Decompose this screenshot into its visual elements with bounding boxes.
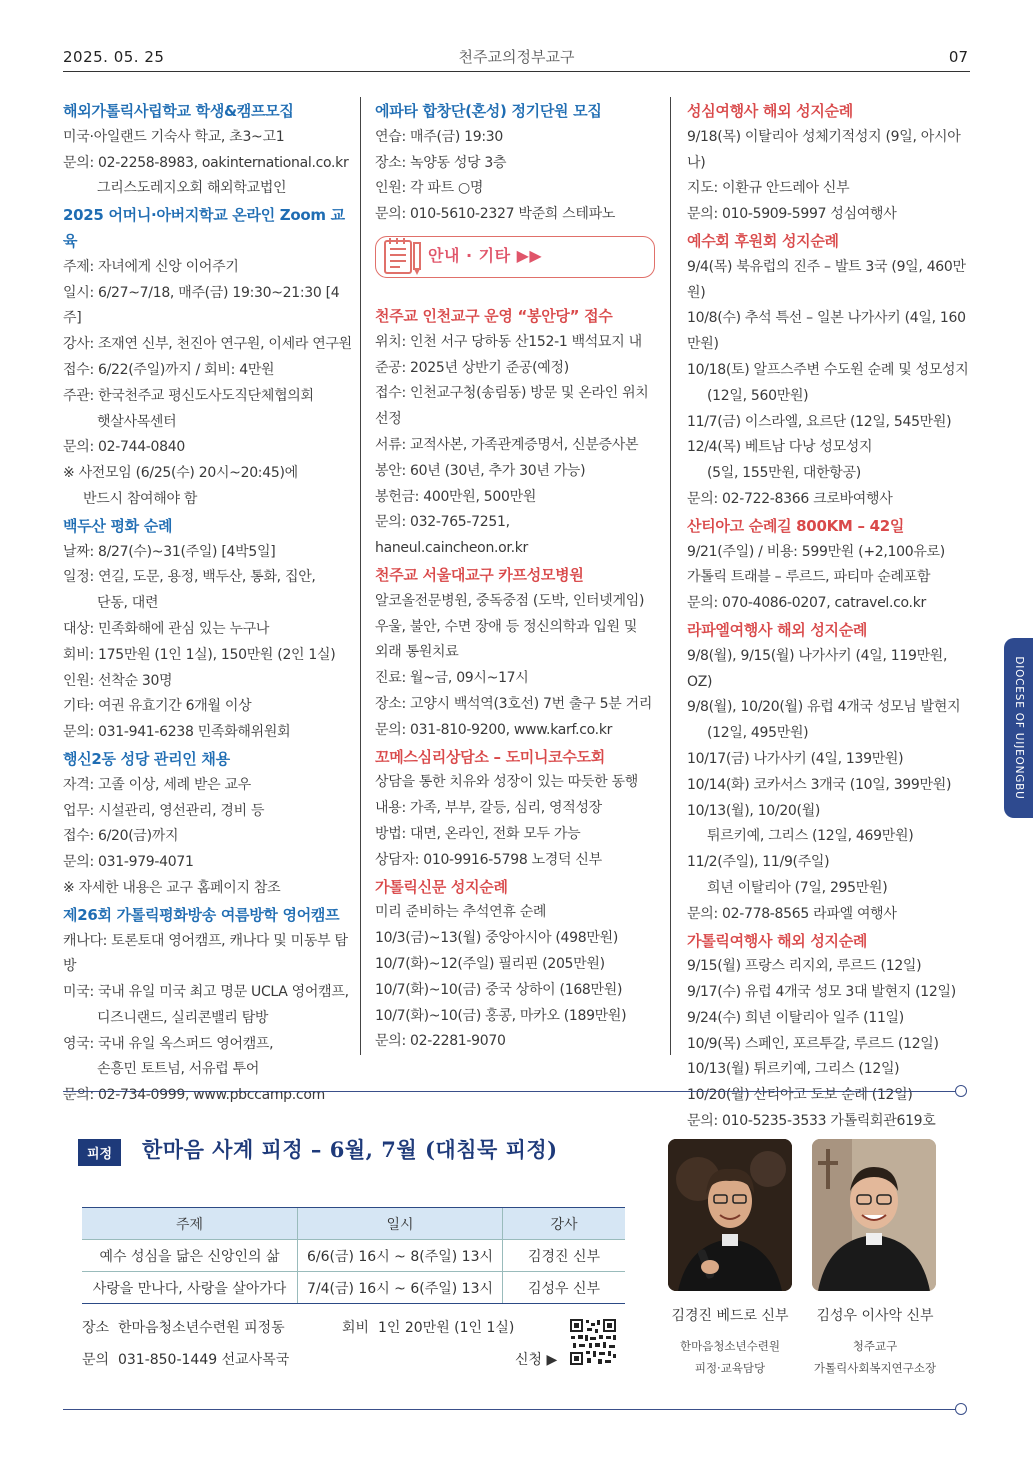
section-line: 위치: 인천 서구 당하동 산152-1 백석묘지 내: [375, 333, 642, 350]
table-row: [82, 1272, 625, 1304]
section-line: 10/7(화)~12(주일) 필리핀 (205만원): [375, 955, 605, 972]
section-line: 10/13(월), 10/20(월): [687, 802, 821, 819]
section-line: 접수: 인천교구청(송림동) 방문 및 온라인 위치 선정: [375, 385, 649, 428]
table-header: 주제: [82, 1208, 298, 1240]
section-line: 문의: 02-2281-9070: [375, 1033, 506, 1050]
speaker-name: 김성우 이사악 신부: [816, 1308, 934, 1324]
section-line: 손흥민 토트넘, 서유럽 투어: [97, 1061, 260, 1078]
section-line: 문의: 010-5610-2327 박준희 스테파노: [375, 206, 616, 223]
side-tab-label: DIOCESE OF UIJEONGBU: [1012, 656, 1025, 800]
section-line: 준공: 2025년 상반기 준공(예정): [375, 359, 569, 376]
section-heading: 천주교 서울대교구 카프성모병원: [375, 565, 584, 584]
speaker-desc-line: 한마음청소년수련원: [680, 1339, 780, 1353]
section-heading: 성심여행사 해외 성지순례: [687, 102, 853, 120]
fee-label: 회비: [342, 1320, 370, 1336]
table-header: 일시: [298, 1208, 503, 1240]
table-cell: 예수 성심을 닮은 신앙인의 삶: [82, 1240, 298, 1272]
retreat-table: [82, 1207, 625, 1304]
contact-label: 문의: [82, 1352, 110, 1368]
section-line: 문의: 031-810-9200, www.karf.co.kr: [375, 721, 613, 738]
divider-circle: [955, 1403, 967, 1415]
section-line: 지도: 이환규 안드레아 신부: [687, 180, 850, 197]
section-divider: [63, 1091, 956, 1092]
section-line: 9/15(월) 프랑스 리지외, 루르드 (12일): [687, 958, 922, 975]
section-line: 미국: 국내 유일 미국 최고 명문 UCLA 영어캠프,: [63, 984, 349, 1001]
section-line: 봉안: 60년 (30년, 추가 30년 가능): [375, 462, 586, 479]
section-heading: 가톨릭신문 성지순례: [375, 877, 508, 896]
speaker-name: 김경진 베드로 신부: [671, 1308, 789, 1324]
section-line: 문의: 02-778-8565 라파엘 여행사: [687, 905, 897, 922]
retreat-title: 한마음 사계 피정 – 6월, 7월 (대침묵 피정): [142, 1137, 558, 1162]
section-line: 그리스도레지오회 해외학교법인: [97, 180, 287, 197]
table-header: 강사: [503, 1208, 626, 1240]
section-line: 9/4(목) 북유럽의 진주 – 발트 3국 (9일, 460만원): [687, 258, 966, 301]
section-line: 내용: 가족, 부부, 갈등, 심리, 영적성장: [375, 800, 602, 817]
page-number: 07: [948, 48, 968, 66]
notepad-icon: [382, 235, 424, 289]
place-label: 장소: [82, 1320, 110, 1336]
section-line: ※ 사전모임 (6/25(수) 20시~20:45)에: [63, 465, 298, 482]
section-heading: 라파엘여행사 해외 성지순례: [687, 620, 868, 639]
section-line: 회비: 175만원 (1인 1실), 150만원 (2인 1실): [63, 646, 336, 663]
place-value: 한마음청소년수련원 피정동: [117, 1320, 285, 1336]
fee-value: 1인 20만원 (1인 1실): [377, 1320, 515, 1336]
section-heading: 2025 어머니·아버지학교 온라인 Zoom 교육: [63, 206, 345, 250]
section-line: 문의: 02-734-0999, www.pbccamp.com: [63, 1087, 325, 1104]
retreat-place: [82, 1317, 285, 1337]
speaker-photo: [812, 1139, 936, 1291]
section-line: 문의: 031-941-6238 민족화해위원회: [63, 724, 291, 741]
section-line: 10/8(수) 추석 특선 – 일본 나가사키 (4일, 160만원): [687, 310, 966, 353]
notice-label: 안내 · 기타 ▶▶: [428, 245, 543, 265]
section-heading: 천주교 인천교구 운영 “봉안당” 접수: [375, 306, 613, 325]
section-heading: 예수회 후원회 성지순례: [687, 231, 839, 250]
section-line: (12일, 495만원): [707, 725, 809, 742]
section-line: 인원: 각 파트 ○명: [375, 180, 484, 197]
section-line: 10/7(화)~10(금) 홍콩, 마카오 (189만원): [375, 1007, 627, 1024]
section-line: 단동, 대련: [97, 595, 159, 612]
section-line: 10/17(금) 나가사키 (4일, 139만원): [687, 750, 904, 767]
section-line: 문의: 010-5235-3533 가톨릭회관619호: [687, 1113, 936, 1130]
section-line: 봉헌금: 400만원, 500만원: [375, 488, 537, 505]
section-line: 인원: 선착순 30명: [63, 672, 173, 689]
notice-banner: [375, 236, 655, 278]
table-cell: 사랑을 만나다, 사랑을 살아가다: [82, 1272, 298, 1304]
section-line: 12/4(목) 베트남 다낭 성모성지: [687, 439, 873, 456]
section-line: 일시: 6/27~7/18, 매주(금) 19:30~21:30 [4주]: [63, 284, 340, 327]
section-line: 햇살사목센터: [97, 413, 177, 430]
section-line: 11/2(주일), 11/9(주일): [687, 854, 830, 871]
speaker-desc-line: 청주교구: [852, 1339, 898, 1353]
section-line: 진료: 월~금, 09시~17시: [375, 670, 529, 687]
speaker-photo: [668, 1139, 792, 1291]
section-line: 문의: 02-722-8366 크로바여행사: [687, 490, 893, 507]
section-line: 9/21(주일) / 비용: 599만원 (+2,100유로): [687, 543, 945, 560]
section-heading: 행신2동 성당 관리인 채용: [63, 749, 230, 768]
section-line: 주제: 자녀에게 신앙 이어주기: [63, 258, 239, 275]
section-line: 업무: 시설관리, 영선관리, 경비 등: [63, 802, 265, 819]
table-cell: 7/4(금) 16시 ~ 6(주일) 13시: [298, 1272, 503, 1304]
column-divider: [670, 97, 671, 1055]
section-line: 반드시 참여해야 함: [83, 490, 198, 507]
column-2: [375, 98, 665, 1055]
apply-link[interactable]: 신청 ▶: [515, 1352, 558, 1368]
section-line: 9/24(수) 희년 이탈리아 일주 (11일): [687, 1009, 904, 1026]
section-line: 강사: 조재연 신부, 천진아 연구원, 이세라 연구원: [63, 336, 352, 353]
section-line: 영국: 국내 유일 옥스퍼드 영어캠프,: [63, 1035, 274, 1052]
section-line: 문의: 032-765-7251, haneul.caincheon.or.kr: [375, 514, 529, 557]
section-line: (5일, 155만원, 대한항공): [707, 465, 861, 482]
section-line: 10/20(월) 산티아고 도보 순례 (12일): [687, 1087, 913, 1104]
divider-circle: [955, 1085, 967, 1097]
section-line: 상담을 통한 치유와 성장이 있는 따듯한 동행: [375, 774, 638, 791]
section-line: 미국·아일랜드 기숙사 학교, 초3~고1: [63, 128, 285, 145]
section-line: 9/18(목) 이탈리아 성체기적성지 (9일, 아시아나): [687, 128, 961, 171]
section-line: 대상: 민족화해에 관심 있는 누구나: [63, 620, 270, 637]
section-line: 가톨릭 트래블 – 루르드, 파티마 순례포함: [687, 569, 931, 586]
column-divider: [360, 97, 361, 1055]
section-line: 튀르키예, 그리스 (12일, 469만원): [707, 828, 914, 845]
retreat-tag: 피정: [78, 1139, 121, 1166]
contact-value: 031-850-1449 선교사목국: [117, 1352, 290, 1368]
section-line: 10/7(화)~10(금) 중국 상하이 (168만원): [375, 981, 623, 998]
section-line: 접수: 6/22(주일)까지 / 회비: 4만원: [63, 361, 275, 378]
retreat-contact: [82, 1349, 289, 1369]
section-line: 서류: 교적사본, 가족관계증명서, 신분증사본: [375, 436, 639, 453]
table-cell: 6/6(금) 16시 ~ 8(주일) 13시: [298, 1240, 503, 1272]
column-3: [687, 98, 972, 1135]
section-line: 문의: 070-4086-0207, catravel.co.kr: [687, 595, 926, 612]
section-line: 방법: 대면, 온라인, 전화 모두 가능: [375, 825, 581, 842]
section-line: 10/9(목) 스페인, 포르투갈, 루르드 (12일): [687, 1035, 939, 1052]
section-line: 11/7(금) 이스라엘, 요르단 (12일, 545만원): [687, 413, 952, 430]
section-heading: 해외가톨릭사립학교 학생&캠프모집: [63, 102, 294, 120]
section-line: 날짜: 8/27(수)~31(주일) [4박5일]: [63, 543, 276, 560]
section-line: 9/17(수) 유럽 4개국 성모 3대 발현지 (12일): [687, 984, 956, 1001]
section-line: 자격: 고졸 이상, 세례 받은 교우: [63, 776, 252, 793]
section-divider: [63, 1409, 956, 1410]
table-cell: 김성우 신부: [503, 1272, 626, 1304]
section-line: (12일, 560만원): [707, 387, 809, 404]
section-line: 10/13(월) 튀르키예, 그리스 (12일): [687, 1061, 900, 1078]
side-tab: [1004, 638, 1033, 818]
section-line: 장소: 고양시 백석역(3호선) 7번 출구 5분 거리: [375, 695, 653, 712]
section-heading: 산티아고 순례길 800KM – 42일: [687, 516, 905, 535]
section-line: 상담자: 010-9916-5798 노경덕 신부: [375, 851, 602, 868]
section-line: ※ 자세한 내용은 교구 홈페이지 참조: [63, 879, 281, 896]
section-line: 접수: 6/20(금)까지: [63, 828, 179, 845]
section-line: 문의: 031-979-4071: [63, 854, 194, 871]
section-line: 연습: 매주(금) 19:30: [375, 128, 504, 145]
header-rule: [63, 71, 970, 72]
publication-title: 천주교의정부교구: [458, 48, 575, 66]
qr-code-icon[interactable]: [569, 1318, 617, 1370]
table-row: [82, 1240, 625, 1272]
section-line: 9/8(월), 10/20(월) 유럽 4개국 성모님 발현지: [687, 699, 961, 716]
section-line: 문의: 010-5909-5997 성심여행사: [687, 206, 897, 223]
section-heading: 제26회 가톨릭평화방송 여름방학 영어캠프: [63, 905, 340, 924]
section-line: 기타: 여권 유효기간 6개월 이상: [63, 698, 252, 715]
section-line: 문의: 02-744-0840: [63, 439, 185, 456]
section-line: 10/18(토) 알프스주변 수도원 순례 및 성모성지: [687, 361, 969, 378]
section-line: 일정: 연길, 도문, 용정, 백두산, 통화, 집안,: [63, 569, 316, 586]
section-line: 외래 통원치료: [375, 644, 459, 661]
section-heading: 에파타 합창단(혼성) 정기단원 모집: [375, 102, 602, 120]
retreat-fee: [342, 1317, 514, 1337]
speaker-desc-line: 피정·교육담당: [694, 1361, 766, 1375]
section-line: 10/14(화) 코카서스 3개국 (10일, 399만원): [687, 776, 952, 793]
section-line: 주관: 한국천주교 평신도사도직단체협의회: [63, 387, 314, 404]
section-heading: 꼬메스심리상담소 – 도미니코수도회: [375, 747, 605, 766]
section-line: 희년 이탈리아 (7일, 295만원): [707, 879, 888, 896]
section-line: 장소: 녹양동 성당 3층: [375, 154, 507, 171]
section-line: 9/8(월), 9/15(월) 나가사키 (4일, 119만원, OZ): [687, 647, 948, 690]
column-1: [63, 98, 355, 1109]
section-line: 알코올전문병원, 중독중점 (도박, 인터넷게임): [375, 592, 645, 609]
speaker-desc-line: 가톨릭사회복지연구소장: [813, 1361, 937, 1375]
section-heading: 가톨릭여행사 해외 성지순례: [687, 931, 868, 950]
speaker-desc: [800, 1335, 950, 1379]
section-heading: 백두산 평화 순례: [63, 516, 173, 535]
section-line: 미리 준비하는 추석연휴 순례: [375, 904, 547, 921]
section-line: 디즈니랜드, 실리콘밸리 탐방: [97, 1009, 269, 1026]
speaker-desc: [656, 1335, 804, 1379]
table-cell: 김경진 신부: [503, 1240, 626, 1272]
section-line: 문의: 02-2258-8983, oakinternational.co.kr: [63, 154, 349, 171]
section-line: 캐나다: 토론토대 영어캠프, 캐나다 및 미동부 탐방: [63, 932, 348, 975]
section-line: 우울, 불안, 수면 장애 등 정신의학과 입원 및: [375, 618, 638, 635]
issue-date: 2025. 05. 25: [63, 48, 165, 66]
section-line: 10/3(금)~13(월) 중앙아시아 (498만원): [375, 930, 618, 947]
